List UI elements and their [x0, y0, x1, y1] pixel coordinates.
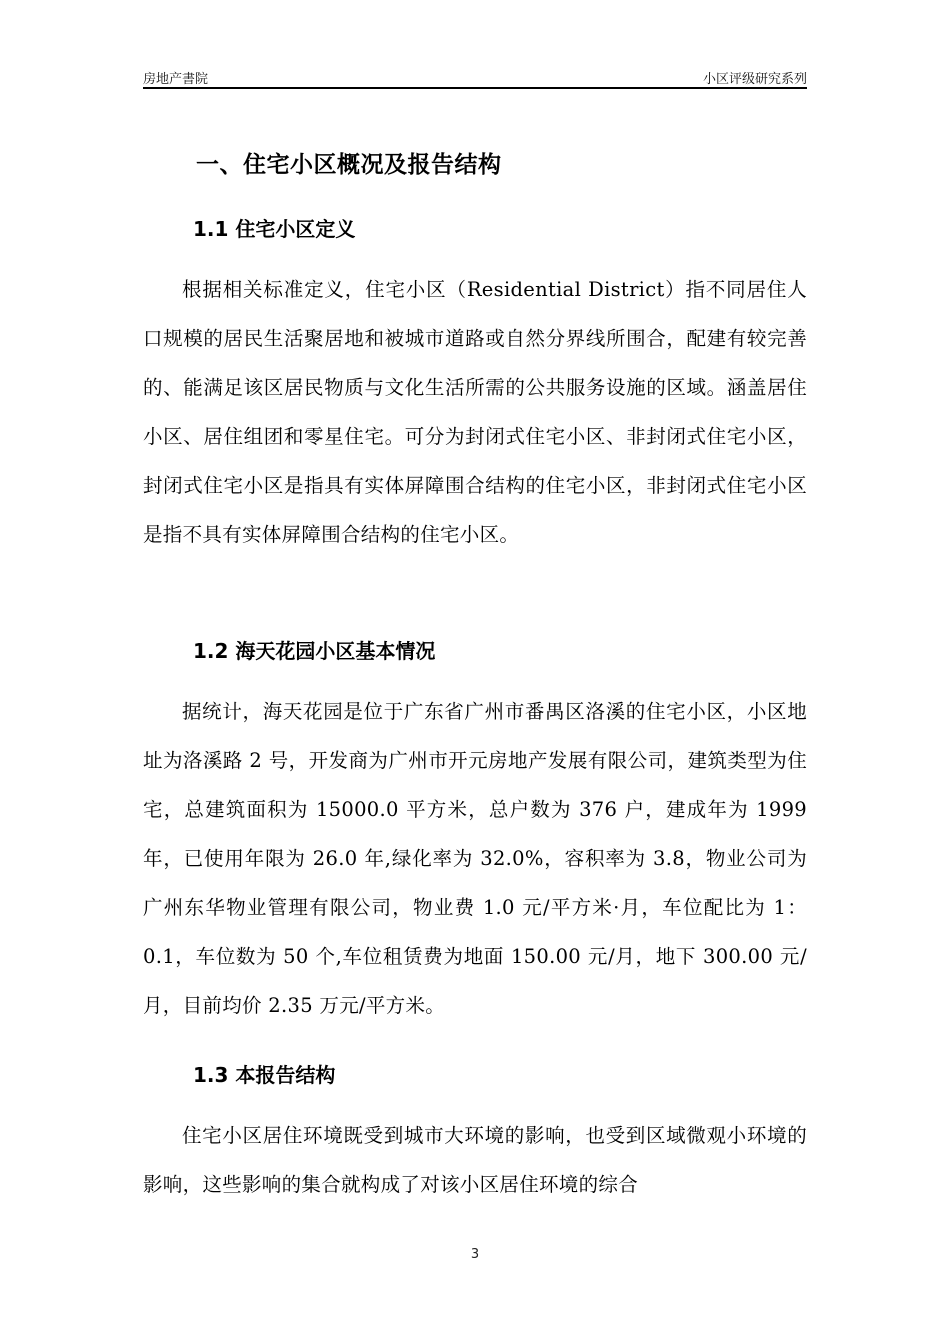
header-publisher: 房地产書院 [143, 72, 209, 87]
section-paragraph-1-2: 据统计，海天花园是位于广东省广州市番禺区洛溪的住宅小区，小区地址为洛溪路 2 号，开发商为广州市开元房地产发展有限公司，建筑类型为住宅，总建筑面积为 15000.0 平方米，总户数为 376 户，建成年为 1999 年，已使用年限为 26.0 年,绿化率为 32.0%，容积率为 3.8，物业公司为广州东华物业管理有限公司，物业费 1.0 元/平方米·月，车位配比为 1：0.1，车位数为 50 个,车位租赁费为地面 150.00 元/月，地下 300.00 元/月，目前均价 2.35 万元/平方米。 [143, 700, 807, 1017]
page-header [143, 66, 807, 88]
chapter-title: 一、住宅小区概况及报告结构 [196, 152, 502, 178]
section-paragraph-1-1: 根据相关标准定义，住宅小区（Residential District）指不同居住人口规模的居民生活聚居地和被城市道路或自然分界线所围合，配建有较完善的、能满足该区居民物质与文化生活所需的公共服务设施的区域。涵盖居住小区、居住组团和零星住宅。可分为封闭式住宅小区、非封闭式住宅小区，封闭式住宅小区是指具有实体屏障围合结构的住宅小区，非封闭式住宅小区是指不具有实体屏障围合结构的住宅小区。 [143, 278, 807, 546]
section-heading-1-1: 1.1 住宅小区定义 [193, 217, 356, 241]
section-paragraph-1-3: 住宅小区居住环境既受到城市大环境的影响，也受到区域微观小环境的影响，这些影响的集合就构成了对该小区居住环境的综合 [143, 1124, 807, 1196]
header-series: 小区评级研究系列 [702, 72, 807, 87]
section-heading-1-3: 1.3 本报告结构 [193, 1063, 336, 1087]
header-divider [143, 87, 807, 89]
page-number: 3 [470, 1247, 480, 1262]
section-heading-1-2: 1.2 海天花园小区基本情况 [193, 639, 436, 663]
